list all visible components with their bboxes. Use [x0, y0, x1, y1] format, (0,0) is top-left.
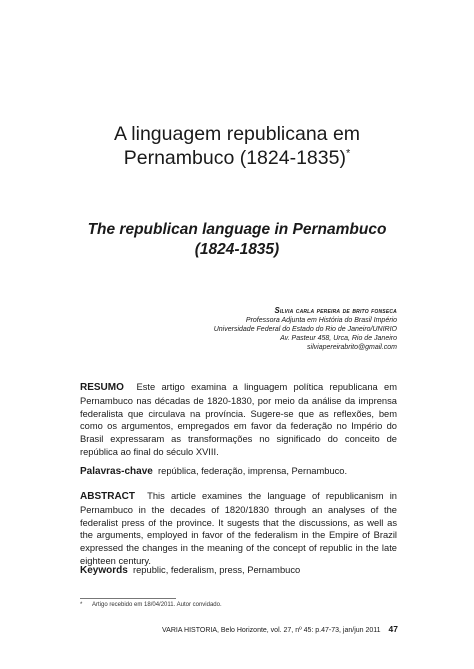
keywords-text: republic, federalism, press, Pernambuco: [133, 565, 301, 575]
resumo-paragraph: [80, 381, 397, 459]
abstract-text: This article examines the language of republicanism in Pernambuco in the decades of 1820/1830 through an analyses of the federalist press of the province. It sugests that the discussions, as well as the arguments, employed in favor of the federalism in the Empire of Brazil expressed the changes in the meaning of the concept of republic in the late eighteen century.: [80, 491, 397, 566]
footnote-marker: *: [80, 602, 83, 608]
title-line-1: A linguagem republicana em: [113, 123, 361, 145]
resumo-text: Este artigo examina a linguagem política republicana em Pernambuco nas décadas de 1820-1830, por meio da análise da imprensa federalista que circulava na província. Sugere-se que as reflexões, bem como os argumentos, empregados em favor da federação no Império do Brasil expressaram as transformações no significado do conceito de república ao final do século XVIII.: [80, 382, 397, 457]
keywords-label: Keywords: [80, 565, 128, 576]
page-number: 47: [388, 624, 398, 634]
palavras-chave-text: república, federação, imprensa, Pernambuco.: [158, 466, 348, 476]
resumo-label: RESUMO: [80, 382, 124, 393]
author-line-1: Professora Adjunta em História do Brasil Império: [245, 317, 397, 324]
keywords-paragraph: [80, 564, 397, 578]
article-subtitle-english: [60, 220, 414, 260]
palavras-chave-paragraph: [80, 465, 397, 479]
subtitle-line-1: The republican language in Pernambuco: [87, 221, 387, 238]
journal-citation: VARIA HISTORIA, Belo Horizonte, vol. 27, nº 45: p.47-73, jan/jun 2011: [162, 627, 381, 634]
author-name-text: Silvia carla pereira de brito fonseca: [274, 306, 397, 315]
title-footnote-marker: *: [345, 147, 351, 160]
footnote-text: Artigo recebido em 18/04/2011. Autor convidado.: [92, 602, 222, 608]
title-line-2: Pernambuco (1824-1835): [123, 147, 346, 169]
footnote: [80, 601, 380, 609]
author-name: [97, 306, 397, 315]
footnote-divider: [80, 598, 176, 599]
author-email: silviapereirabrito@gmail.com: [307, 344, 397, 351]
running-footer: [162, 625, 398, 635]
palavras-chave-label: Palavras-chave: [80, 466, 153, 477]
author-line-2: Universidade Federal do Estado do Rio de Janeiro/UNIRIO: [213, 326, 397, 333]
abstract-label: ABSTRACT: [80, 491, 135, 502]
abstract-paragraph: [80, 490, 397, 568]
subtitle-line-2: (1824-1835): [194, 241, 280, 258]
article-title: [60, 122, 414, 170]
author-affiliation: [97, 306, 397, 352]
author-line-3: Av. Pasteur 458, Urca, Rio de Janeiro: [280, 335, 397, 342]
